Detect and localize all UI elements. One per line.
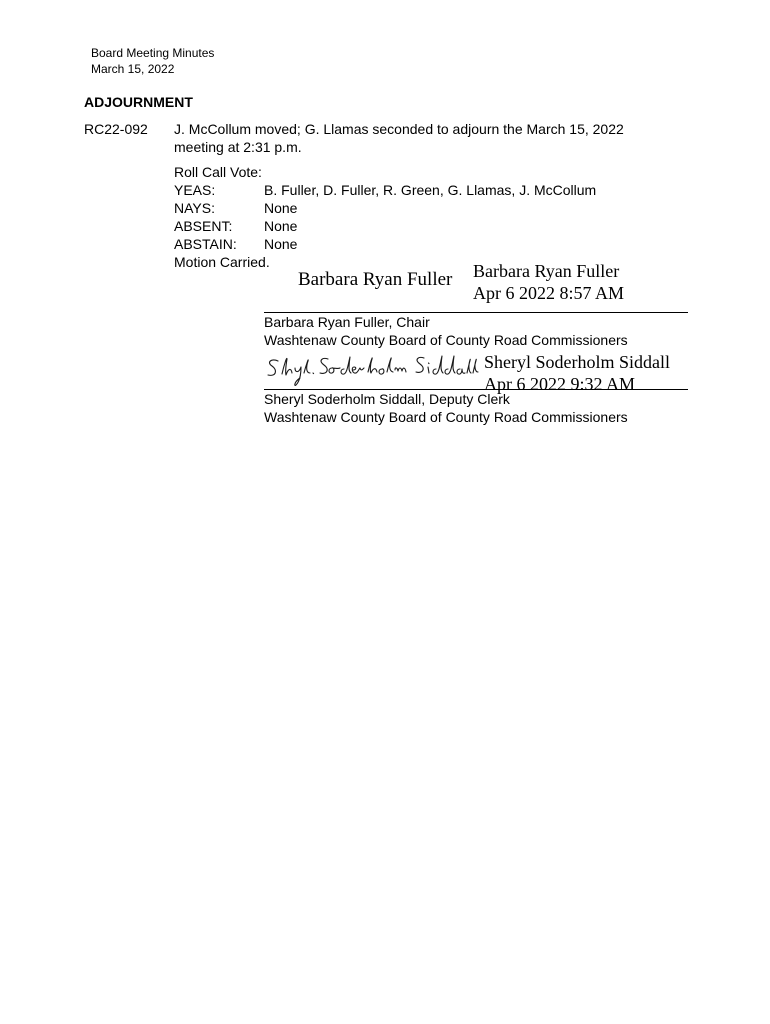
clerk-caption-name: Sheryl Soderholm Siddall, Deputy Clerk [264, 391, 510, 407]
vote-value: None [264, 236, 298, 252]
motion-result: Motion Carried. [174, 254, 270, 270]
roll-call-vote [174, 163, 596, 271]
vote-value: None [264, 200, 298, 216]
roll-call-title: Roll Call Vote: [174, 164, 262, 180]
chair-signature: Barbara Ryan Fuller [298, 269, 453, 290]
vote-value: B. Fuller, D. Fuller, R. Green, G. Llamas, J. McCollum [264, 182, 597, 198]
vote-row-absent [174, 217, 596, 235]
vote-label: YEAS: [174, 182, 216, 198]
motion-text: J. McCollum moved; G. Llamas seconded to adjourn the March 15, 2022 meeting at 2:31 p.m. [174, 121, 624, 155]
document-header-title: Board Meeting Minutes [91, 46, 215, 60]
clerk-signature-block [264, 345, 688, 426]
vote-label: ABSENT: [174, 218, 233, 234]
clerk-signature-stamp [484, 351, 670, 395]
chair-signature-line [264, 261, 688, 313]
chair-caption-org: Washtenaw County Board of County Road Commissioners [264, 332, 628, 348]
chair-signature-block [264, 261, 688, 349]
vote-row-abstain [174, 235, 596, 253]
clerk-signature-line [264, 345, 688, 394]
clerk-stamp-name: Sheryl Soderholm Siddall [484, 352, 670, 372]
vote-row-yeas [174, 181, 596, 199]
chair-signature-stamp [473, 260, 624, 304]
section-title: ADJOURNMENT [84, 94, 193, 110]
vote-row-nays [174, 199, 596, 217]
clerk-handwritten-signature [264, 349, 480, 389]
clerk-caption-org: Washtenaw County Board of County Road Commissioners [264, 409, 628, 425]
vote-label: ABSTAIN: [174, 236, 237, 252]
vote-label: NAYS: [174, 200, 215, 216]
motion-number: RC22-092 [84, 121, 148, 137]
chair-stamp-name: Barbara Ryan Fuller [473, 261, 620, 281]
vote-value: None [264, 218, 298, 234]
chair-stamp-date: Apr 6 2022 8:57 AM [473, 283, 625, 303]
chair-caption-name: Barbara Ryan Fuller, Chair [264, 314, 430, 330]
document-header-date: March 15, 2022 [91, 62, 175, 76]
clerk-stamp-date: Apr 6 2022 9:32 AM [484, 374, 636, 394]
